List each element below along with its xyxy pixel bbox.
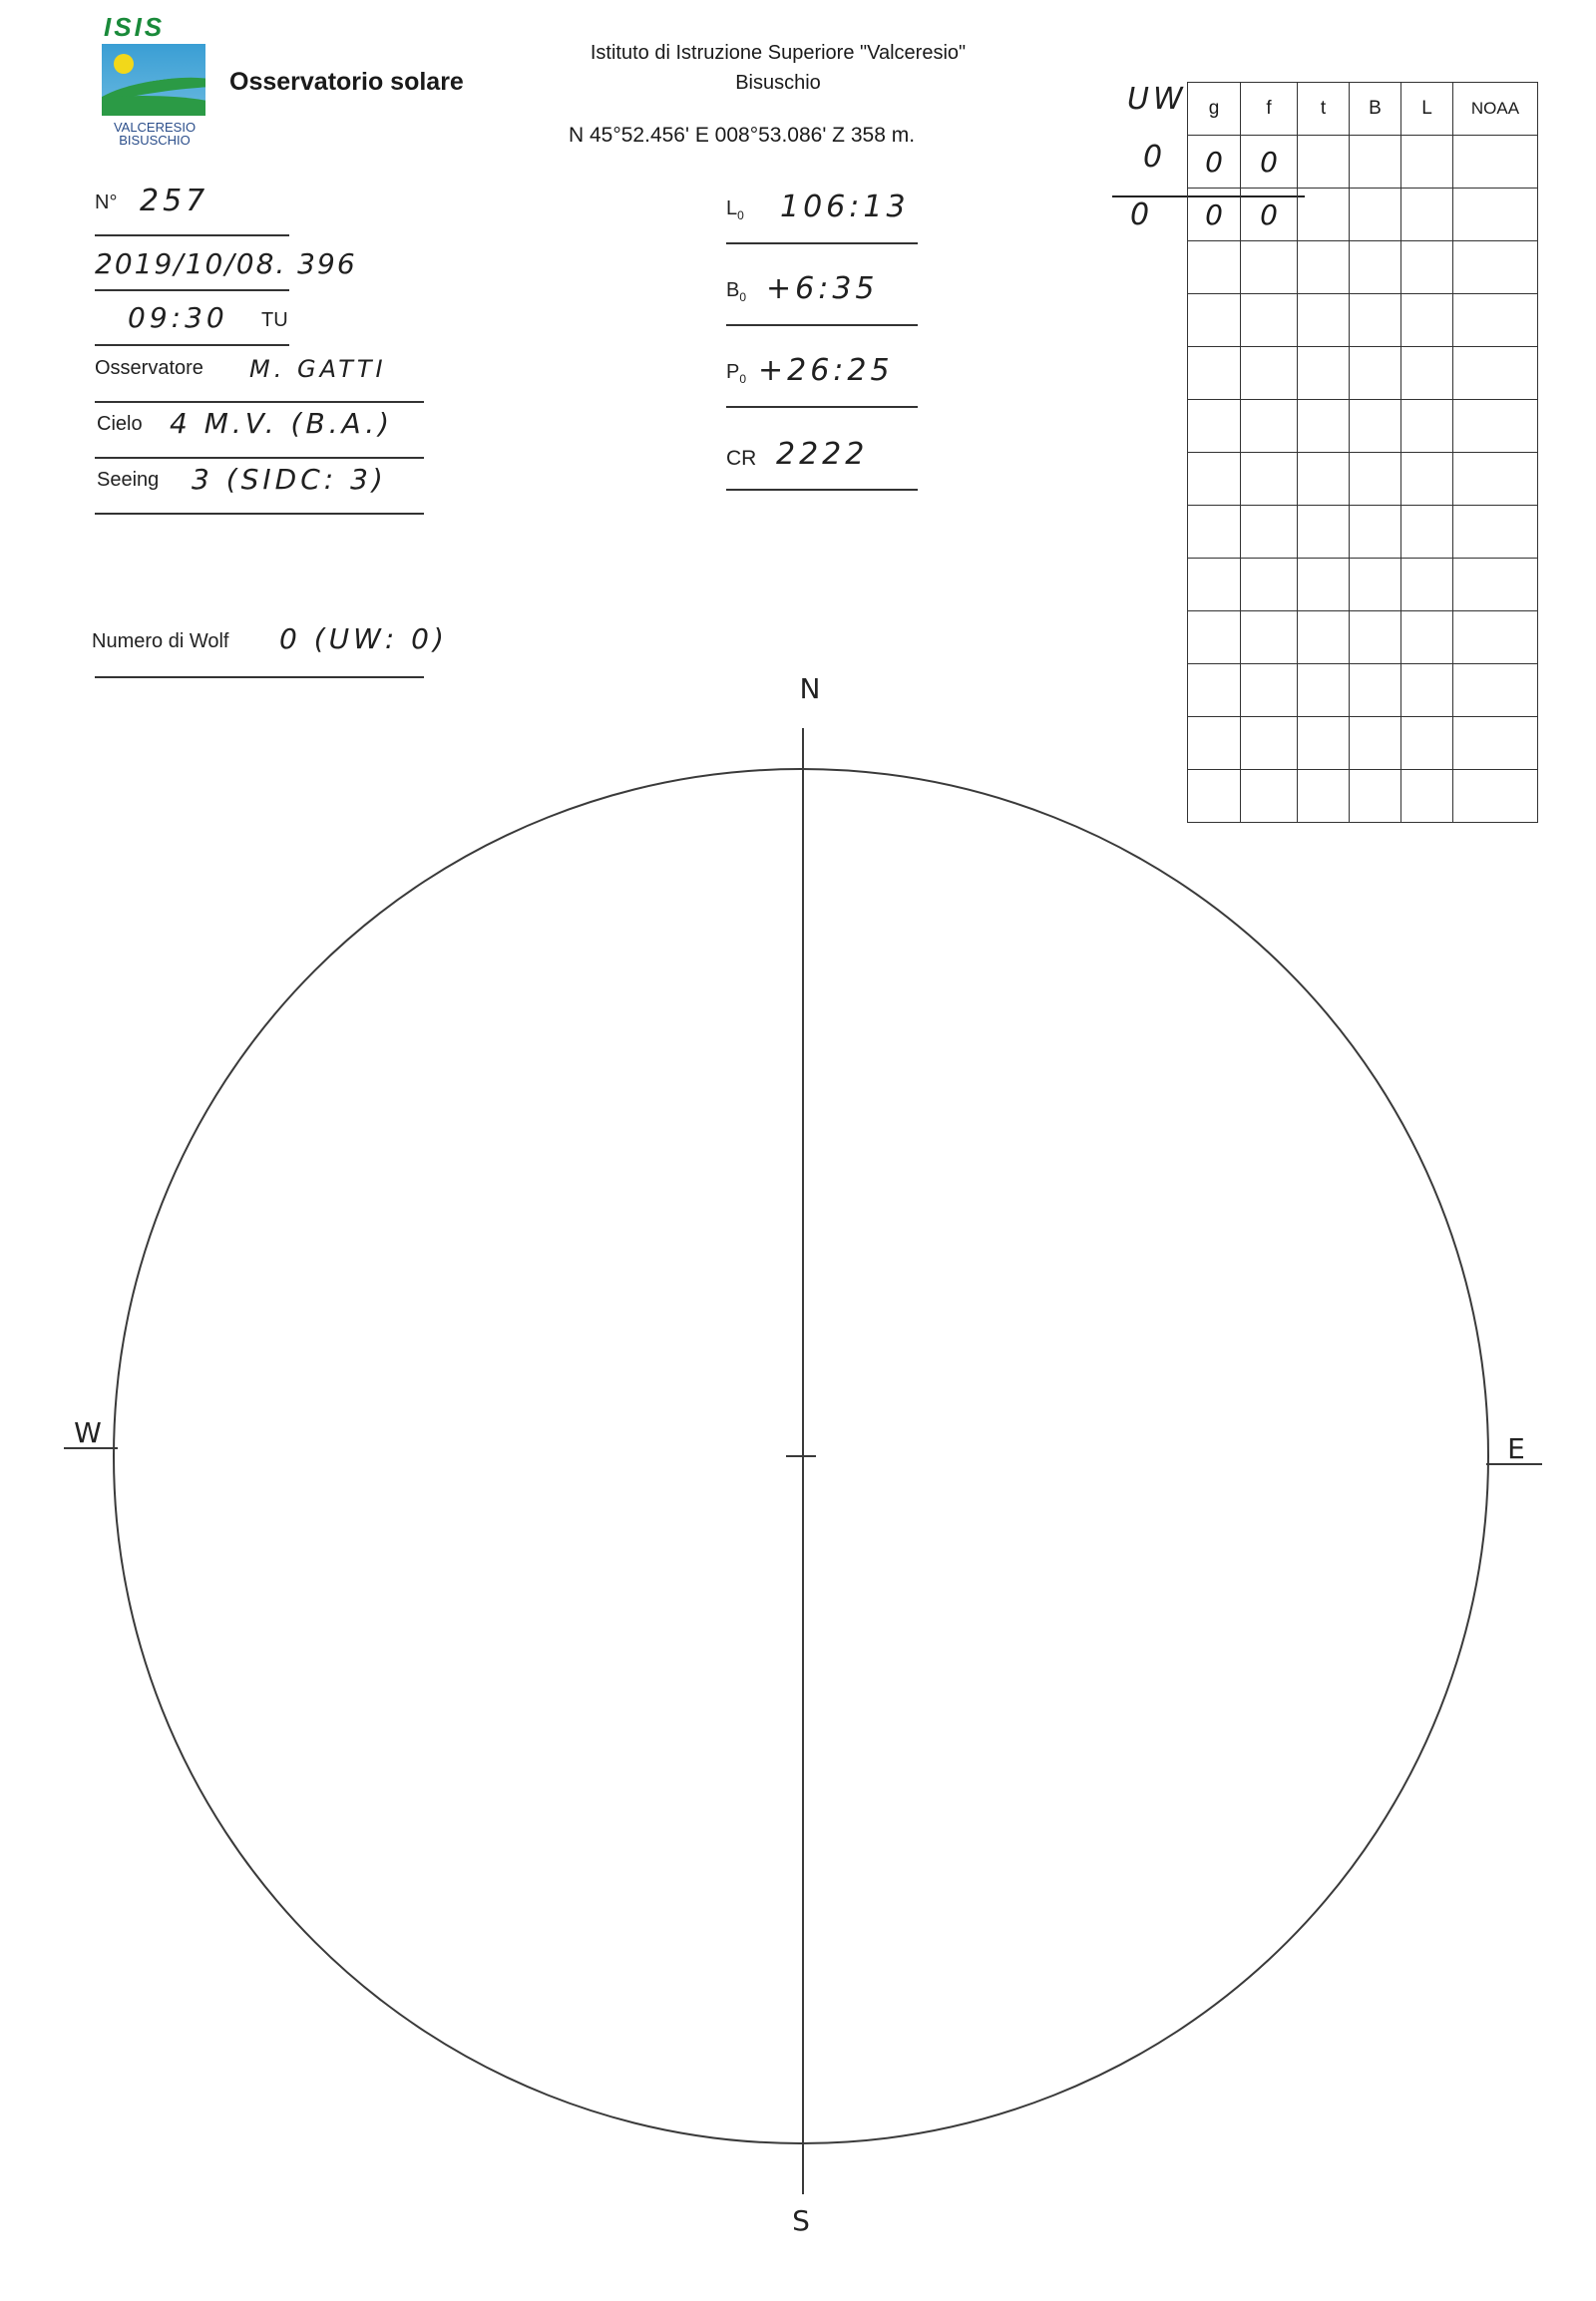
header-g: g xyxy=(1188,83,1241,136)
sky-value: 4 M.V. (B.A.) xyxy=(170,407,394,440)
header-b: B xyxy=(1350,83,1401,136)
east-label: E xyxy=(1507,1432,1525,1465)
number-label: N° xyxy=(95,192,118,213)
wolf-value: 0 (UW: 0) xyxy=(279,622,448,655)
l0-label: $L_0$ xyxy=(726,197,744,222)
observation-date: 2019/10/08. 396 xyxy=(95,247,357,280)
uw-value-1: 0 xyxy=(1143,140,1167,175)
b0-value: +6:35 xyxy=(766,271,879,306)
uw-value-2: 0 xyxy=(1130,197,1154,232)
north-label: N xyxy=(799,672,821,705)
cr-value: 2222 xyxy=(776,437,869,472)
p0-value: +26:25 xyxy=(758,353,894,388)
station-coordinates: N 45°52.456' E 008°53.086' Z 358 m. xyxy=(569,124,916,147)
header-noaa: NOAA xyxy=(1453,83,1538,136)
cr-label: CR xyxy=(726,447,757,470)
logo-line2: BISUSCHIO xyxy=(119,133,191,148)
uw-label: UW xyxy=(1127,82,1187,117)
header-t: t xyxy=(1298,83,1350,136)
p0-label: $P_0$ xyxy=(726,361,747,386)
observer-label: Osservatore xyxy=(95,357,203,379)
b0-label: $B_0$ xyxy=(726,279,747,304)
number-value: 257 xyxy=(140,184,209,218)
header-l: L xyxy=(1401,83,1453,136)
sky-label: Cielo xyxy=(97,413,143,435)
west-label: W xyxy=(74,1416,102,1449)
time-unit: TU xyxy=(261,309,288,331)
logo-line1: VALCERESIO xyxy=(113,120,197,135)
observer-value: M. GATTI xyxy=(249,355,387,383)
time-value: 09:30 xyxy=(128,301,228,334)
l0-value: 106:13 xyxy=(780,190,910,224)
institute-name: Istituto di Istruzione Superiore "Valceresio" Bisuschio xyxy=(590,42,967,94)
seeing-value: 3 (SIDC: 3) xyxy=(192,463,387,496)
wolf-label: Numero di Wolf xyxy=(92,630,229,652)
observatory-title: Osservatorio solare xyxy=(229,68,464,96)
seeing-label: Seeing xyxy=(97,469,160,491)
logo-mark: ISIS xyxy=(104,12,166,42)
table-row: 0 0 xyxy=(1188,189,1538,241)
table-row: 0 0 xyxy=(1188,136,1538,189)
south-label: S xyxy=(792,2204,810,2237)
header-f: f xyxy=(1241,83,1298,136)
